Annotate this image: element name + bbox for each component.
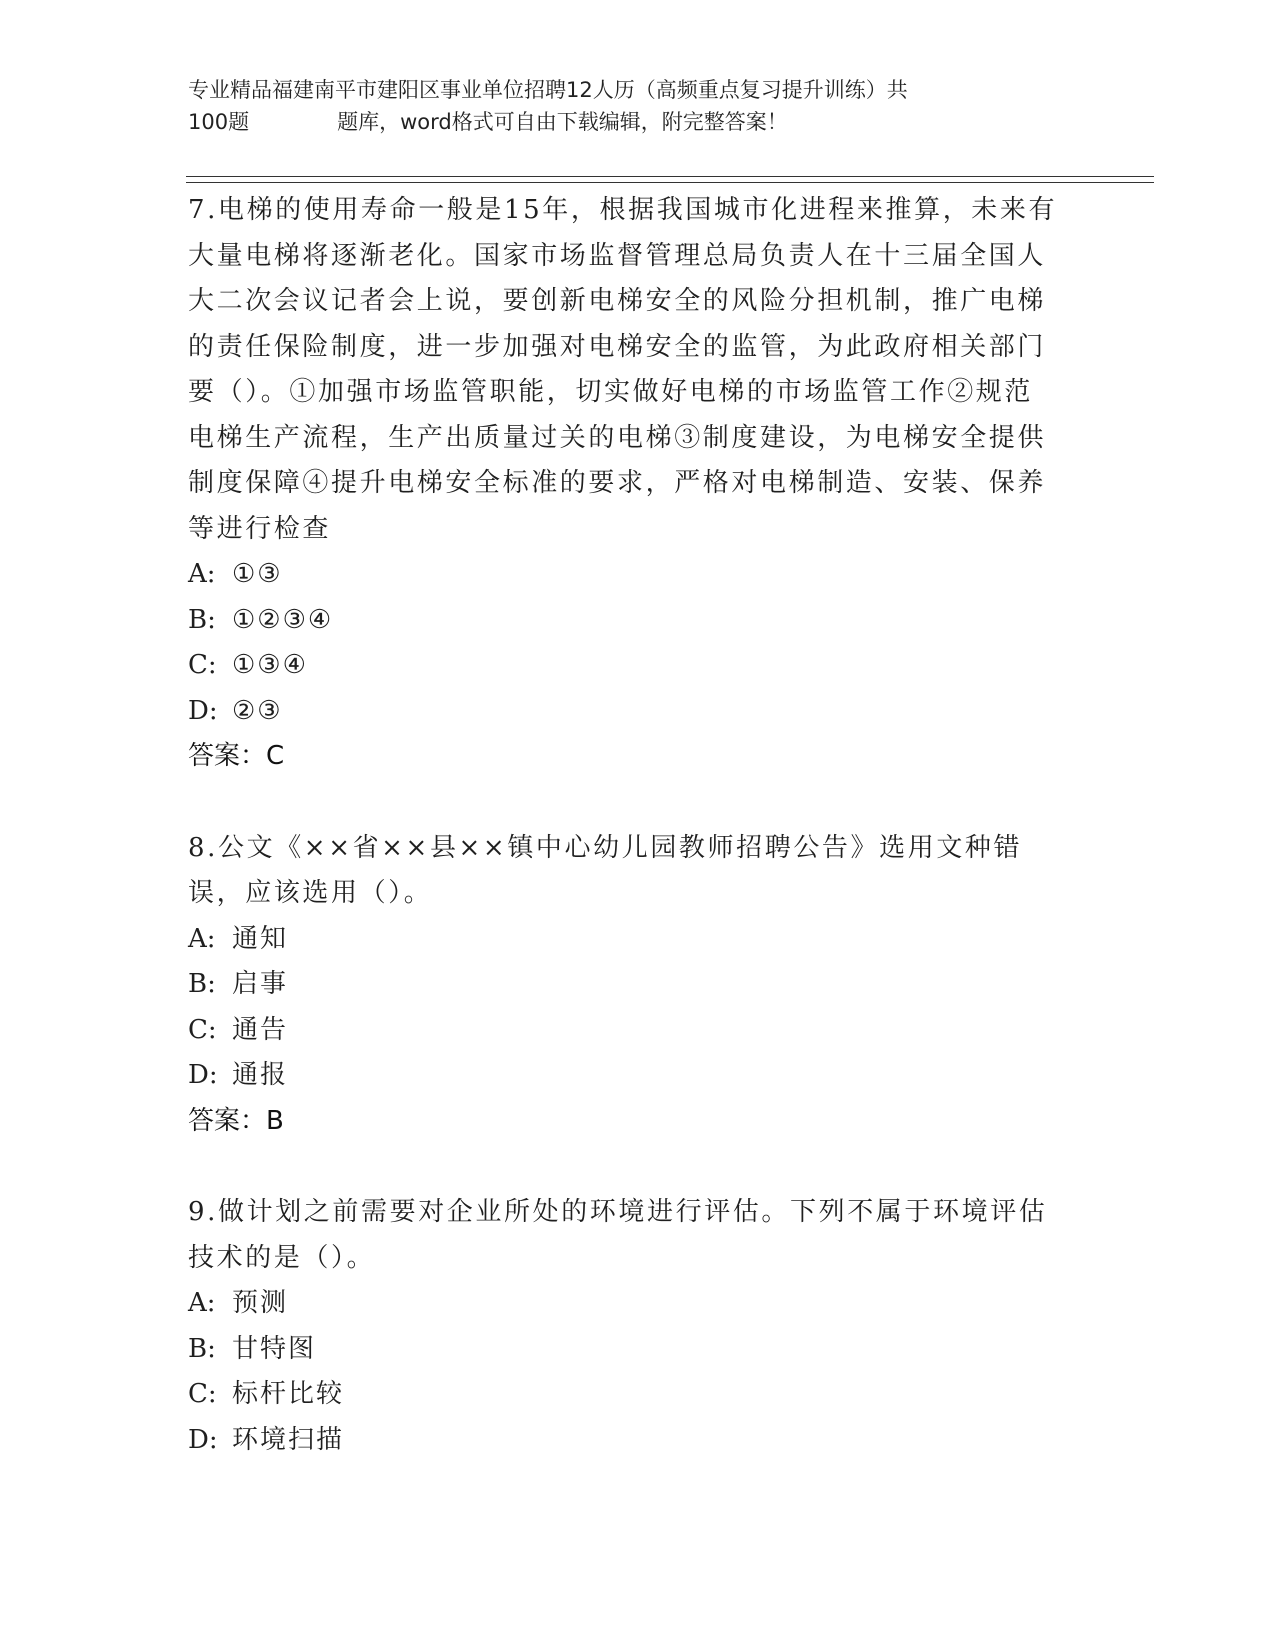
question-text-line: 8.公文《××省××县××镇中心幼儿园教师招聘公告》选用文种错 [188,832,1023,863]
option-text: 启事 [232,969,289,999]
option-a [188,1281,1078,1327]
question-text-line: 大量电梯将逐渐老化。国家市场监督管理总局负责人在十三届全国人 [188,240,1047,271]
answer-line: 答案：B [188,1105,284,1136]
option-text: ①③④ [232,650,308,680]
option-a [188,552,1078,598]
option-key: A: [188,559,216,589]
question-8 [188,826,1078,1145]
option-text: 通告 [232,1014,289,1045]
header-title-line1: 专业精品福建南平市建阳区事业单位招聘12人历（高频重点复习提升训练）共 [188,78,908,102]
question-9 [188,1190,1078,1463]
option-key: D: [188,1424,218,1455]
option-c [188,643,1078,689]
option-key: D: [188,1060,218,1090]
option-text: ①②③④ [232,604,334,635]
option-text: 标杆比较 [232,1379,345,1409]
answer-line: 答案：C [188,741,285,771]
option-key: A: [188,1288,216,1318]
question-text-line: 制度保障④提升电梯安全标准的要求，严格对电梯制造、安装、保养 [188,468,1047,498]
question-spacer [188,1144,1078,1190]
question-text-line: 误，应该选用（）。 [188,878,433,908]
option-text: 通知 [232,923,289,954]
option-key: B: [188,969,216,999]
question-text-line: 要（）。①加强市场监管职能，切实做好电梯的市场监管工作②规范 [188,377,1034,407]
option-text: 甘特图 [232,1333,317,1364]
header-question-count: 100题 [188,110,250,134]
header-title-line2 [188,106,1068,138]
option-key: C: [188,650,217,680]
option-a [188,917,1078,963]
option-c [188,1372,1078,1418]
option-c [188,1008,1078,1054]
option-b [188,1327,1078,1373]
question-spacer [188,780,1078,826]
question-text-line: 大二次会议记者会上说，要创新电梯安全的风险分担机制，推广电梯 [188,286,1047,316]
question-text-line: 9.做计划之前需要对企业所处的环境进行评估。下列不属于环境评估 [188,1197,1048,1227]
option-b [188,962,1078,1008]
question-text-line: 的责任保险制度，进一步加强对电梯安全的监管，为此政府相关部门 [188,331,1047,362]
option-text: 预测 [232,1288,289,1318]
option-key: B: [188,1333,216,1364]
option-text: 环境扫描 [232,1424,345,1455]
document-header [188,74,1068,138]
question-text-line: 技术的是（）。 [188,1242,376,1273]
option-d [188,689,1078,735]
option-key: D: [188,695,218,726]
option-d [188,1053,1078,1099]
header-divider-bottom [186,182,1154,183]
header-description: 题库，word格式可自由下载编辑，附完整答案！ [337,110,788,134]
option-text: 通报 [232,1060,289,1090]
option-text: ①③ [232,559,283,589]
option-key: B: [188,604,216,635]
question-7 [188,188,1078,780]
header-divider-top [186,176,1154,177]
question-text-line: 电梯生产流程，生产出质量过关的电梯③制度建设，为电梯安全提供 [188,422,1047,453]
option-b [188,598,1078,644]
question-list [188,188,1078,1463]
option-key: A: [188,923,216,954]
option-text: ②③ [232,695,283,726]
option-key: C: [188,1014,217,1045]
question-text-line: 等进行检查 [188,513,332,544]
option-key: C: [188,1379,217,1409]
option-d [188,1418,1078,1464]
question-text-line: 7.电梯的使用寿命一般是15年，根据我国城市化进程来推算，未来有 [188,195,1058,225]
